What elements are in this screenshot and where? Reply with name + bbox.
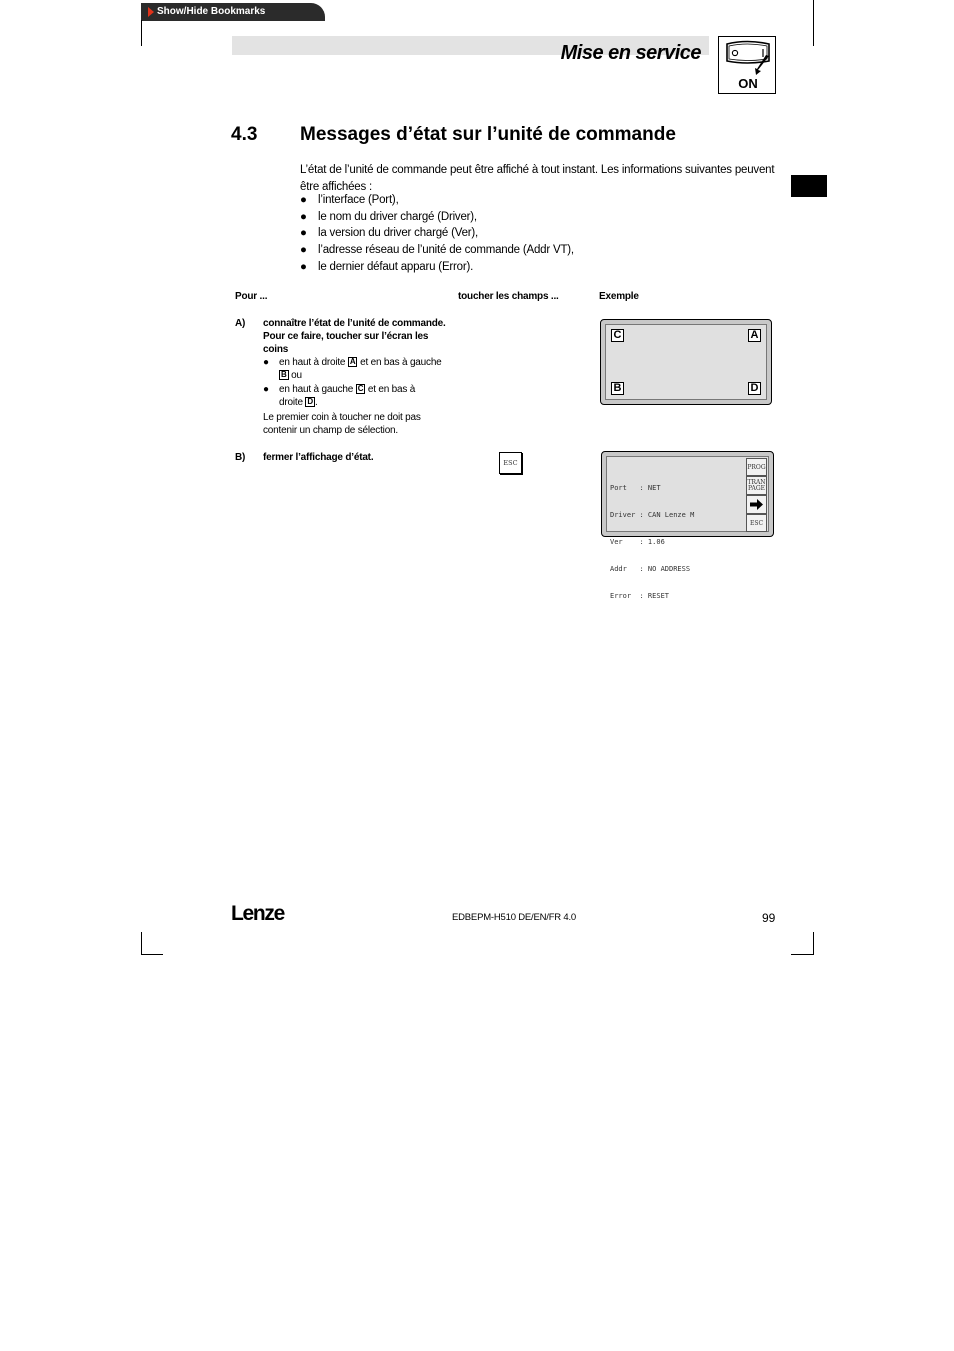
tran-page-button[interactable]: TRAN PAGE	[746, 476, 767, 495]
on-label: ON	[738, 76, 758, 91]
esc-key-button[interactable]: ESC	[499, 452, 522, 474]
bookmark-arrow-icon	[148, 7, 154, 17]
bullet-icon: ●	[300, 227, 307, 239]
corner-a[interactable]: A	[748, 329, 761, 342]
status-text: Port : NET Driver : CAN Lenze M Ver : 1.06 Addr : NO ADDRESS Error : RESET	[610, 484, 695, 600]
chapter-title: Mise en service	[560, 42, 701, 64]
status-screen-example	[601, 451, 774, 600]
bullet-icon: ●	[263, 357, 269, 368]
row-a-title: connaître l’état de l’unité de commande. Pour ce faire, toucher sur l’écran les coins	[263, 318, 446, 355]
row-a-bullet-1: ● en haut à droite A et en bas à gauche B ou	[263, 357, 442, 381]
chapter-side-tab	[791, 175, 827, 197]
section-number: 4.3	[231, 124, 258, 145]
corner-d[interactable]: D	[748, 382, 761, 395]
bullet-icon: ●	[300, 211, 307, 223]
intro-paragraph: L’état de l’unité de commande peut être affiché à tout instant. Les informations suivantes peuvent être affichées :	[300, 164, 775, 193]
crop-mark	[791, 954, 814, 955]
bookmarks-label: Show/Hide Bookmarks	[157, 6, 266, 17]
column-header-toucher: toucher les champs ...	[458, 291, 559, 302]
corner-key-b: B	[281, 370, 287, 379]
crop-mark	[813, 0, 814, 46]
bullet-icon: ●	[300, 261, 307, 273]
corner-key-d: D	[307, 397, 313, 406]
corner-key-a: A	[349, 357, 356, 366]
crop-mark	[141, 954, 163, 955]
crop-mark	[141, 20, 142, 46]
corner-b[interactable]: B	[611, 382, 624, 395]
crop-mark	[813, 932, 814, 954]
row-b-letter: B)	[235, 452, 246, 463]
row-a-note: Le premier coin à toucher ne doit pas contenir un champ de sélection.	[263, 412, 421, 436]
column-header-exemple: Exemple	[599, 291, 639, 302]
corner-key-c: C	[357, 384, 364, 393]
row-a-bullet-2: ● en haut à gauche C et en bas à droite D .	[263, 384, 416, 408]
row-b-title: fermer l’affichage d’état.	[263, 452, 374, 463]
lenze-logo: Lenze	[231, 902, 285, 925]
bullet-icon: ●	[300, 194, 307, 206]
esc-screen-button[interactable]: ESC	[746, 514, 767, 532]
corner-c[interactable]: C	[611, 329, 624, 342]
prog-button[interactable]: PROG	[746, 458, 767, 476]
document-reference: EDBEPM-H510 DE/EN/FR 4.0	[452, 912, 577, 923]
bullet-icon: ●	[263, 384, 269, 395]
touch-screen-example-a	[600, 319, 772, 405]
section-title: Messages d’état sur l’unité de commande	[300, 124, 676, 145]
column-header-pour: Pour ...	[235, 291, 268, 302]
right-arrow-icon	[747, 496, 766, 513]
row-a-letter: A)	[235, 318, 246, 329]
crop-mark	[141, 932, 142, 954]
bullet-icon: ●	[300, 244, 307, 256]
right-arrow-button[interactable]	[746, 495, 767, 514]
show-hide-bookmarks-button[interactable]	[141, 3, 325, 21]
page-number: 99	[762, 911, 776, 925]
